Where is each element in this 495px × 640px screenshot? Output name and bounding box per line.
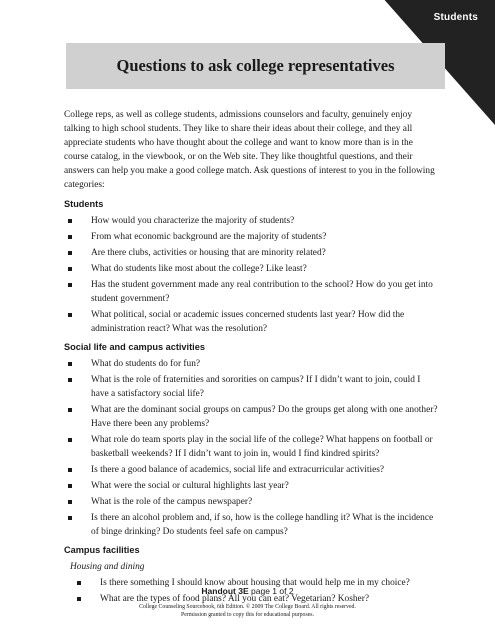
page-indicator: page 1 of 2 — [251, 586, 294, 596]
section-heading-social: Social life and campus activities — [64, 342, 205, 352]
list-item: What role do team sports play in the social life of the college? What happens on football or basketball weekends? If I didn’t want to join in, would I find kindred spirits? — [64, 433, 438, 461]
section-label: Students — [433, 12, 478, 23]
list-item: Has the student government made any real contribution to the school? How do you get into student government? — [64, 278, 438, 306]
list-item: Is there a good balance of academics, social life and extracurricular activities? — [64, 463, 438, 477]
title-banner — [66, 43, 445, 89]
subheading-housing-dining: Housing and dining — [70, 562, 145, 572]
permission-line: Permission granted to copy this for educational purposes. — [181, 612, 314, 618]
list-item: What do students do for fun? — [64, 357, 438, 371]
document-body — [64, 108, 438, 608]
list-item: How would you characterize the majority of students? — [64, 214, 438, 228]
list-item: Are there clubs, activities or housing that are minority related? — [64, 246, 438, 260]
handout-number: Handout 3E — [201, 586, 249, 596]
list-item: What is the role of the campus newspaper? — [64, 495, 438, 509]
list-item: What is the role of fraternities and sororities on campus? If I didn’t want to join, could I have a satisfactory social life? — [64, 373, 438, 401]
list-item: Is there an alcohol problem and, if so, how is the college handling it? What is the incidence of binge drinking? Do students feel safe on campus? — [64, 511, 438, 539]
page-title: Questions to ask college representatives — [116, 56, 395, 75]
list-item: From what economic background are the majority of students? — [64, 230, 438, 244]
intro-paragraph: College reps, as well as college students, admissions counselors and faculty, genuinely enjoy talking to high school students. They like to share their ideas about their college, and they all appreciate students who have thought about the college and want to know more than is in the course catalog, in the viewbook, or on the Web site. They like thoughtful questions, and their answers can help you make a good college match. Ask questions of interest to you in the following categories: — [64, 110, 435, 190]
students-question-list — [64, 214, 438, 336]
list-item: Is there something I should know about housing that would help me in my choice? — [64, 576, 438, 590]
list-item: What were the social or cultural highlights last year? — [64, 479, 438, 493]
list-item: What are the types of food plans? All you can eat? Vegetarian? Kosher? — [64, 592, 438, 606]
section-heading-facilities: Campus facilities — [64, 545, 140, 555]
page-footer — [0, 586, 495, 619]
list-item: What political, social or academic issues concerned students last year? How did the administration react? What was the resolution? — [64, 308, 438, 336]
social-question-list — [64, 357, 438, 539]
copyright-line: College Counseling Sourcebook, 6th Edition. © 2009 The College Board. All rights reserved. — [139, 604, 356, 610]
handout-label — [0, 586, 495, 596]
section-heading-students: Students — [64, 199, 104, 209]
list-item: What do students like most about the college? Like least? — [64, 262, 438, 276]
list-item: What are the dominant social groups on campus? Do the groups get along with one another? Have there been any problems? — [64, 403, 438, 431]
